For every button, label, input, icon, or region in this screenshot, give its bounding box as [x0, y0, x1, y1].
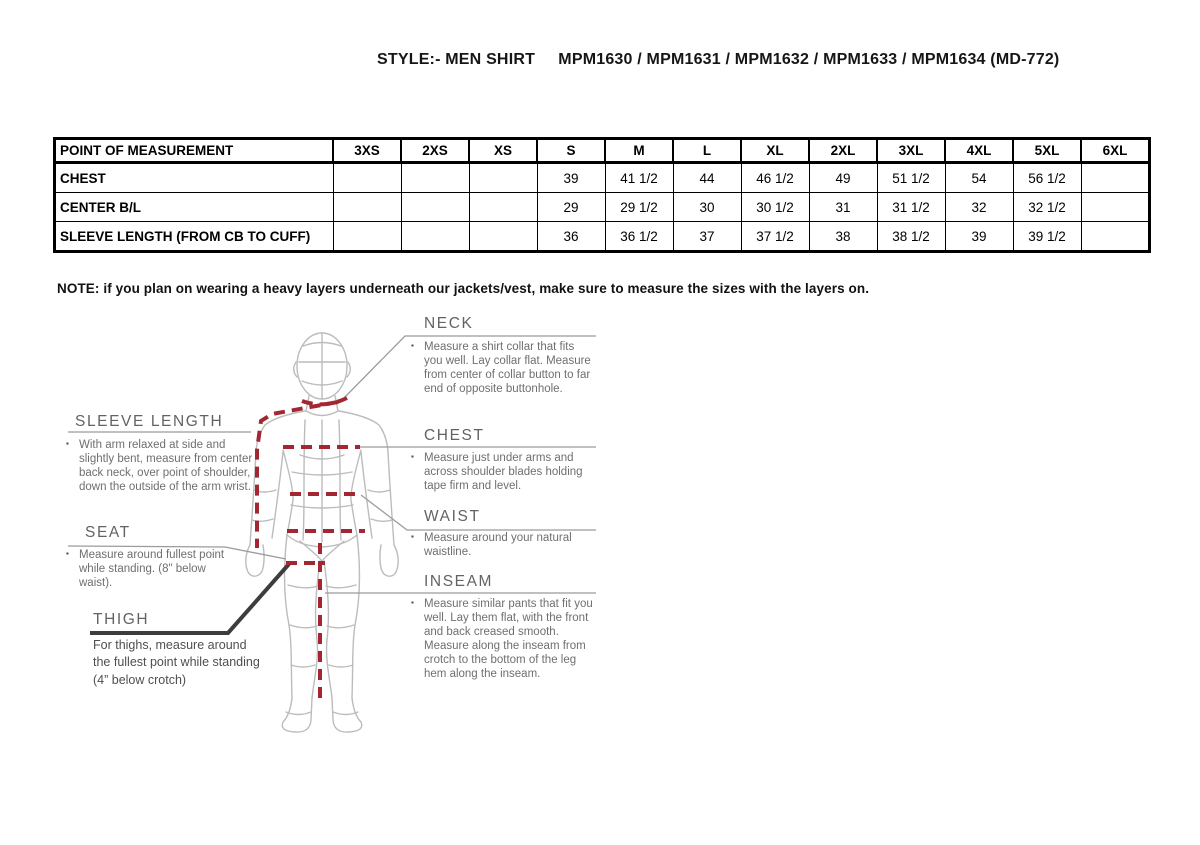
bullet-icon: ▪ — [411, 452, 414, 461]
row-label: SLEEVE LENGTH (FROM CB TO CUFF) — [55, 222, 334, 252]
table-cell: 30 — [673, 193, 741, 222]
table-cell: 56 1/2 — [1013, 163, 1081, 193]
table-cell: 49 — [809, 163, 877, 193]
table-cell: 29 — [537, 193, 605, 222]
seat-heading: SEAT — [85, 524, 131, 541]
bullet-icon: ▪ — [411, 532, 414, 541]
table-cell: 31 1/2 — [877, 193, 945, 222]
table-cell: 36 1/2 — [605, 222, 673, 252]
column-header-4xl: 4XL — [945, 139, 1013, 163]
column-header-s: S — [537, 139, 605, 163]
table-cell: 36 — [537, 222, 605, 252]
sleeve-length-description: ▪ With arm relaxed at side and slightly bent, measure from center back neck, over point of shoulder, down the outside of the arm wrist. — [66, 439, 253, 494]
column-header-2xl: 2XL — [809, 139, 877, 163]
row-label: CHEST — [55, 163, 334, 193]
bullet-icon: ▪ — [411, 341, 414, 350]
table-cell: 51 1/2 — [877, 163, 945, 193]
column-header-3xs: 3XS — [333, 139, 401, 163]
inseam-description: ▪ Measure similar pants that fit you well. Lay them flat, with the front and back creased smooth. Measure along the inseam from crotch to the bottom of the leg hem along the inseam. — [411, 598, 593, 681]
table-cell: 44 — [673, 163, 741, 193]
column-header-l: L — [673, 139, 741, 163]
column-header-point-of-measurement: POINT OF MEASUREMENT — [55, 139, 334, 163]
table-cell: 41 1/2 — [605, 163, 673, 193]
bullet-icon: ▪ — [66, 439, 69, 448]
column-header-3xl: 3XL — [877, 139, 945, 163]
bullet-icon: ▪ — [411, 598, 414, 607]
inseam-heading: INSEAM — [424, 573, 494, 590]
sleeve-length-heading: SLEEVE LENGTH — [75, 413, 224, 430]
table-cell: 38 1/2 — [877, 222, 945, 252]
column-header-5xl: 5XL — [1013, 139, 1081, 163]
table-cell: 32 — [945, 193, 1013, 222]
seat-description: ▪ Measure around fullest point while standing. (8" below waist). — [66, 549, 225, 590]
waist-description: ▪ Measure around your natural waistline. — [411, 532, 572, 559]
table-cell: 39 — [945, 222, 1013, 252]
table-cell: 30 1/2 — [741, 193, 809, 222]
table-cell: 37 1/2 — [741, 222, 809, 252]
note-text: NOTE: if you plan on wearing a heavy layers underneath our jackets/vest, make sure to measure the sizes with the layers on. — [57, 281, 870, 296]
column-header-xs: XS — [469, 139, 537, 163]
column-header-2xs: 2XS — [401, 139, 469, 163]
table-cell: 39 1/2 — [1013, 222, 1081, 252]
table-cell: 31 — [809, 193, 877, 222]
waist-heading: WAIST — [424, 508, 481, 525]
table-cell: 38 — [809, 222, 877, 252]
chest-heading: CHEST — [424, 427, 485, 444]
thigh-heading: THIGH — [93, 611, 150, 628]
row-label: CENTER B/L — [55, 193, 334, 222]
bullet-icon: ▪ — [66, 549, 69, 558]
neck-heading: NECK — [424, 315, 474, 332]
document-title: STYLE:- MEN SHIRT MPM1630 / MPM1631 / MPM1632 / MPM1633 / MPM1634 (MD-772) — [377, 51, 1060, 68]
chest-description: ▪ Measure just under arms and across shoulder blades holding tape firm and level. — [411, 452, 583, 493]
thigh-description: For thighs, measure around the fullest point while standing (4” below crotch) — [93, 638, 260, 687]
table-cell: 29 1/2 — [605, 193, 673, 222]
table-cell: 32 1/2 — [1013, 193, 1081, 222]
column-header-xl: XL — [741, 139, 809, 163]
table-cell: 39 — [537, 163, 605, 193]
neck-description: ▪ Measure a shirt collar that fits you well. Lay collar flat. Measure from center of collar button to far end of opposite buttonhole. — [411, 341, 591, 396]
table-cell: 37 — [673, 222, 741, 252]
column-header-m: M — [605, 139, 673, 163]
table-cell: 46 1/2 — [741, 163, 809, 193]
column-header-6xl: 6XL — [1081, 139, 1150, 163]
table-cell: 54 — [945, 163, 1013, 193]
